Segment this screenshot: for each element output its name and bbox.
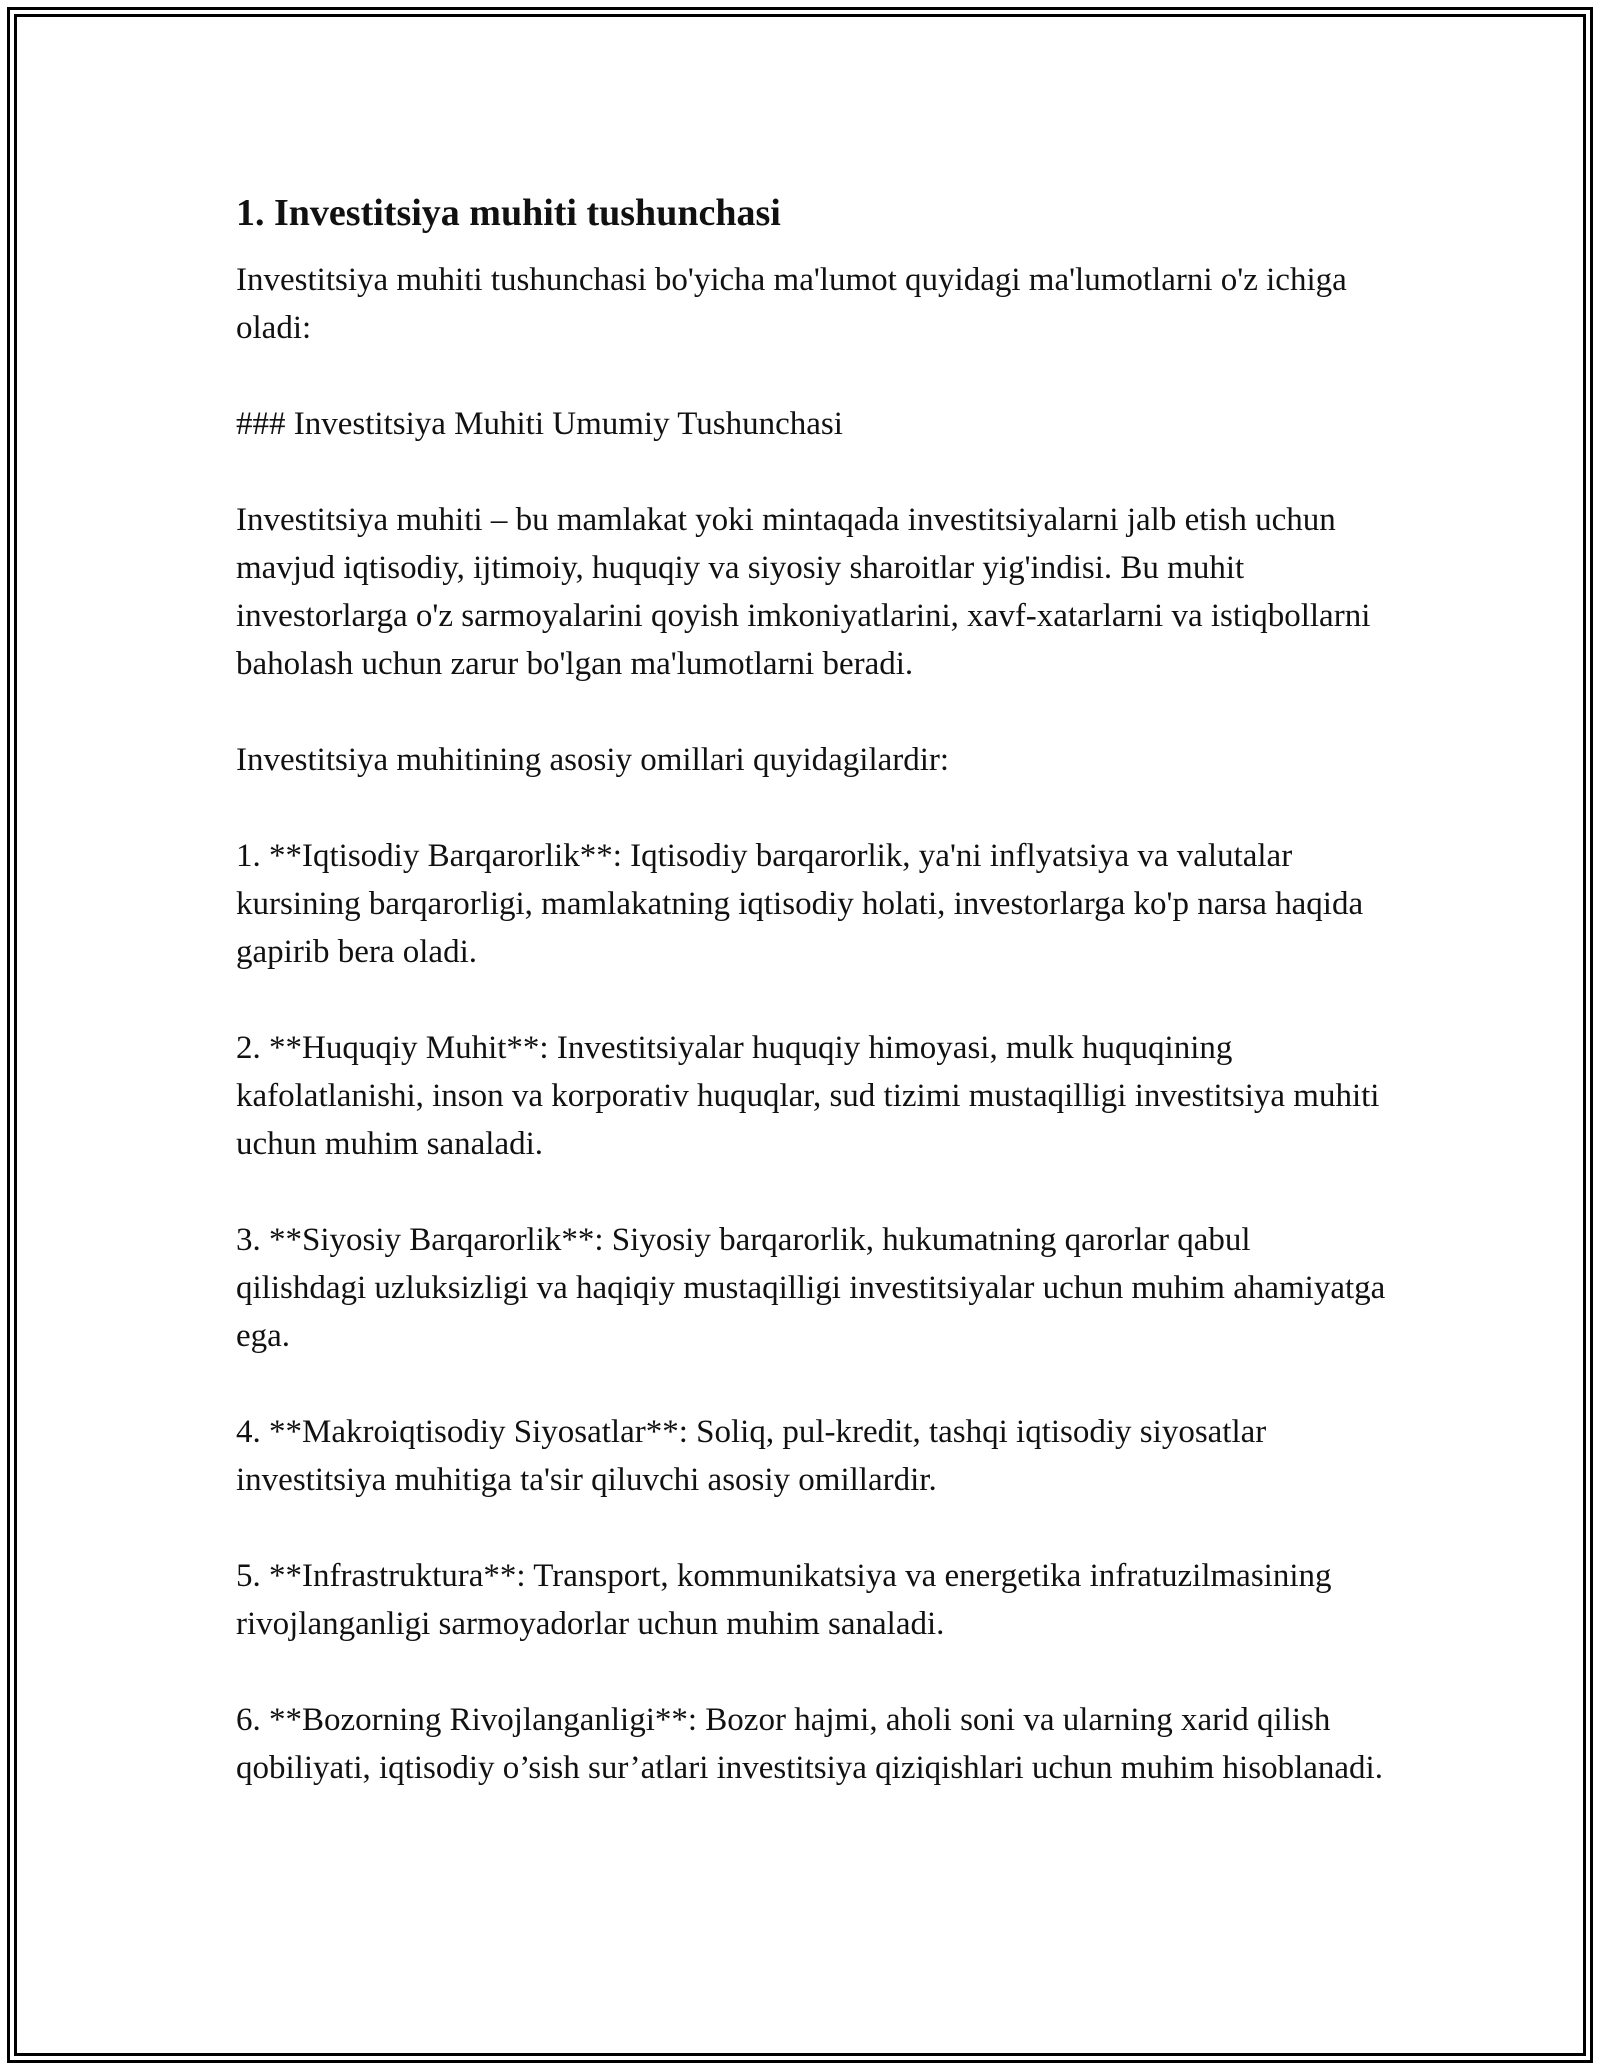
definition-paragraph: Investitsiya muhiti – bu mamlakat yoki mintaqada investitsiyalarni jalb etish uchun mavjud iqtisodiy, ijtimoiy, huquqiy va siyosiy sharoitlar yig'indisi. Bu muhit investorlarga o'z sarmoyalarini qoyish imkoniyatlarini, xavf-xatarlarni va istiqbollarni baholash uchun zarur bo'lgan ma'lumotlarni beradi. (236, 502, 1371, 682)
factor-item-legal-environment: 2. **Huquqiy Muhit**: Investitsiyalar huquqiy himoyasi, mulk huquqining kafolatlanishi, inson va korporativ huquqlar, sud tizimi mustaqilligi investitsiya muhiti uchun muhim sanaladi. (236, 1030, 1380, 1162)
factor-item-political-stability: 3. **Siyosiy Barqarorlik**: Siyosiy barqarorlik, hukumatning qarorlar qabul qilishdagi uzluksizligi va haqiqiy mustaqilligi investitsiyalar uchun muhim ahamiyatga ega. (236, 1222, 1386, 1354)
factor-item-macroeconomic-policies: 4. **Makroiqtisodiy Siyosatlar**: Soliq, pul-kredit, tashqi iqtisodiy siyosatlar investitsiya muhitiga ta'sir qiluvchi asosiy omillardir. (236, 1414, 1267, 1498)
intro-paragraph: Investitsiya muhiti tushunchasi bo'yicha ma'lumot quyidagi ma'lumotlarni o'z ichiga oladi: (236, 262, 1347, 346)
document-body (236, 184, 1386, 1840)
section-subheading: ### Investitsiya Muhiti Umumiy Tushunchasi (236, 406, 843, 442)
factor-item-market-development: 6. **Bozorning Rivojlanganligi**: Bozor hajmi, aholi soni va ularning xarid qilish qobiliyati, iqtisodiy o’sish sur’atlari investitsiya qiziqishlari uchun muhim hisoblanadi. (236, 1702, 1383, 1786)
factor-item-infrastructure: 5. **Infrastruktura**: Transport, kommunikatsiya va energetika infratuzilmasining rivojlanganligi sarmoyadorlar uchun muhim sanaladi. (236, 1558, 1332, 1642)
document-title: 1. Investitsiya muhiti tushunchasi (236, 192, 781, 234)
factors-intro-paragraph: Investitsiya muhitining asosiy omillari quyidagilardir: (236, 742, 950, 778)
factor-item-economic-stability: 1. **Iqtisodiy Barqarorlik**: Iqtisodiy barqarorlik, ya'ni inflyatsiya va valutalar kursining barqarorligi, mamlakatning iqtisodiy holati, investorlarga ko'p narsa haqida gapirib bera oladi. (236, 838, 1364, 970)
